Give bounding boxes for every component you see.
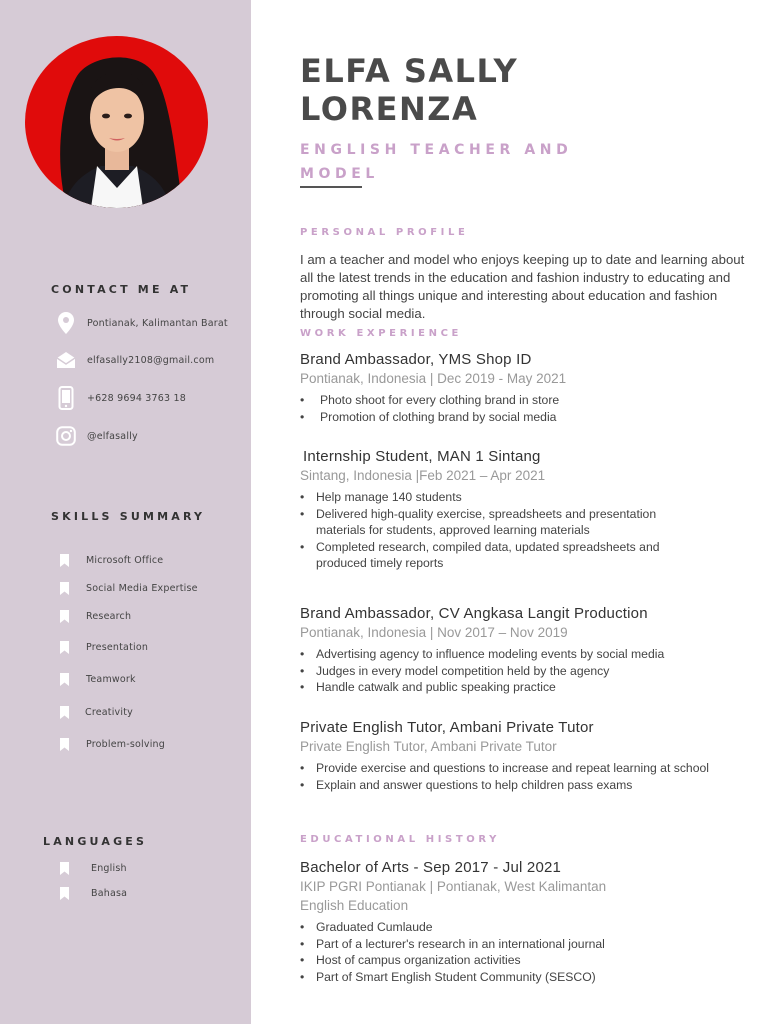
contact-email[interactable] bbox=[56, 348, 215, 372]
personal-profile-text: I am a teacher and model who enjoys keeping up to date and learning about all the latest trends in the education and fashion industry to educating and promoting all things unique and interesting about education and fashion through social media. bbox=[300, 252, 745, 321]
bookmark-icon bbox=[60, 862, 69, 875]
bullet-item: • Explain and answer questions to help children pass exams bbox=[300, 777, 710, 794]
person-name bbox=[300, 52, 518, 128]
skill-item bbox=[60, 608, 132, 624]
bookmark-icon bbox=[60, 610, 69, 623]
bullet-item: • Judges in every model competition held by the agency bbox=[300, 663, 740, 680]
job-title: Brand Ambassador, YMS Shop ID bbox=[300, 351, 532, 368]
language-item bbox=[60, 860, 127, 876]
job-bullets bbox=[300, 760, 710, 793]
contact-phone-text[interactable]: +628 9694 3763 18 bbox=[87, 392, 186, 404]
educational-history-heading: EDUCATIONAL HISTORY bbox=[300, 834, 500, 845]
bullet-item: • Advertising agency to influence modeling events by social media bbox=[300, 646, 740, 663]
contact-location-text: Pontianak, Kalimantan Barat bbox=[87, 317, 228, 329]
bookmark-icon bbox=[60, 554, 69, 567]
skill-item bbox=[60, 552, 164, 568]
job-entry bbox=[300, 448, 743, 572]
job-bullets bbox=[300, 392, 740, 425]
skill-item bbox=[60, 736, 165, 752]
profile-photo bbox=[25, 36, 208, 208]
skill-item bbox=[60, 580, 198, 596]
job-meta: Private English Tutor, Ambani Private Tutor bbox=[300, 739, 557, 754]
job-meta: Pontianak, Indonesia | Dec 2019 - May 2021 bbox=[300, 371, 567, 386]
bullet-item: • Part of a lecturer's research in an international journal bbox=[300, 936, 740, 953]
bullet-item: • Promotion of clothing brand by social media bbox=[300, 409, 740, 426]
bullet-item: • Host of campus organization activities bbox=[300, 952, 740, 969]
skill-label: Microsoft Office bbox=[86, 554, 164, 566]
bullet-item: • Part of Smart English Student Community (SESCO) bbox=[300, 969, 740, 986]
job-entry bbox=[300, 719, 740, 793]
portrait-illustration bbox=[25, 36, 208, 208]
bookmark-icon bbox=[60, 887, 69, 900]
bookmark-icon bbox=[60, 706, 69, 719]
institution: IKIP PGRI Pontianak | Pontianak, West Kalimantan bbox=[300, 879, 607, 894]
contact-phone[interactable] bbox=[56, 386, 186, 410]
language-label: English bbox=[91, 862, 127, 874]
contact-email-text[interactable]: elfasally2108@gmail.com bbox=[87, 354, 215, 366]
job-entry bbox=[300, 605, 740, 696]
bullet-item: • Photo shoot for every clothing brand in store bbox=[300, 392, 740, 409]
bookmark-icon bbox=[60, 582, 69, 595]
phone-icon bbox=[56, 387, 76, 409]
bullet-item: • Completed research, compiled data, updated spreadsheets and produced timely reports bbox=[300, 539, 700, 572]
education-bullets bbox=[300, 919, 740, 985]
person-name-line1: ELFA SALLY bbox=[300, 52, 519, 90]
job-title: Internship Student, MAN 1 Sintang bbox=[303, 448, 541, 465]
contact-instagram[interactable] bbox=[56, 424, 138, 448]
skill-label: Creativity bbox=[85, 706, 133, 718]
job-entry bbox=[300, 351, 740, 425]
languages-heading: LANGUAGES bbox=[43, 835, 148, 848]
bullet-item: • Delivered high-quality exercise, spreadsheets and presentation materials for students, approved learning materials bbox=[300, 506, 700, 539]
bullet-item: • Help manage 140 students bbox=[300, 489, 700, 506]
bullet-item: • Provide exercise and questions to increase and repeat learning at school bbox=[300, 760, 710, 777]
bookmark-icon bbox=[60, 738, 69, 751]
contact-heading: CONTACT ME AT bbox=[51, 283, 192, 296]
location-pin-icon bbox=[56, 312, 76, 334]
contact-location bbox=[56, 311, 228, 335]
job-title: ENGLISH TEACHER AND MODEL bbox=[300, 142, 573, 182]
job-title: Brand Ambassador, CV Angkasa Langit Production bbox=[300, 605, 648, 622]
job-bullets bbox=[300, 646, 740, 696]
language-label: Bahasa bbox=[91, 887, 128, 899]
language-item bbox=[60, 885, 128, 901]
envelope-icon bbox=[56, 349, 76, 371]
title-divider bbox=[300, 186, 362, 188]
job-meta: Pontianak, Indonesia | Nov 2017 – Nov 2019 bbox=[300, 625, 568, 640]
contact-instagram-text[interactable]: @elfasally bbox=[87, 430, 138, 442]
person-name-line2: LORENZA bbox=[300, 90, 479, 128]
skill-label: Teamwork bbox=[86, 673, 136, 685]
education-entry bbox=[300, 859, 740, 985]
skill-label: Social Media Expertise bbox=[86, 582, 198, 594]
job-meta: Sintang, Indonesia |Feb 2021 – Apr 2021 bbox=[300, 468, 546, 483]
bookmark-icon bbox=[60, 673, 69, 686]
skill-item bbox=[60, 639, 149, 655]
skill-item bbox=[60, 671, 136, 687]
skills-heading: SKILLS SUMMARY bbox=[51, 510, 206, 523]
bookmark-icon bbox=[60, 641, 69, 654]
major: English Education bbox=[300, 898, 409, 913]
skill-label: Problem-solving bbox=[86, 738, 165, 750]
sidebar bbox=[0, 0, 251, 1024]
skill-label: Research bbox=[86, 610, 132, 622]
degree-title: Bachelor of Arts - Sep 2017 - Jul 2021 bbox=[300, 859, 562, 876]
skill-item bbox=[60, 704, 133, 720]
job-bullets bbox=[300, 489, 700, 572]
instagram-icon bbox=[56, 425, 76, 447]
bullet-item: • Handle catwalk and public speaking practice bbox=[300, 679, 740, 696]
job-title: Private English Tutor, Ambani Private Tutor bbox=[300, 719, 594, 736]
work-experience-heading: WORK EXPERIENCE bbox=[300, 328, 462, 339]
personal-profile-heading: PERSONAL PROFILE bbox=[300, 227, 469, 238]
bullet-item: • Graduated Cumlaude bbox=[300, 919, 740, 936]
skill-label: Presentation bbox=[86, 641, 149, 653]
